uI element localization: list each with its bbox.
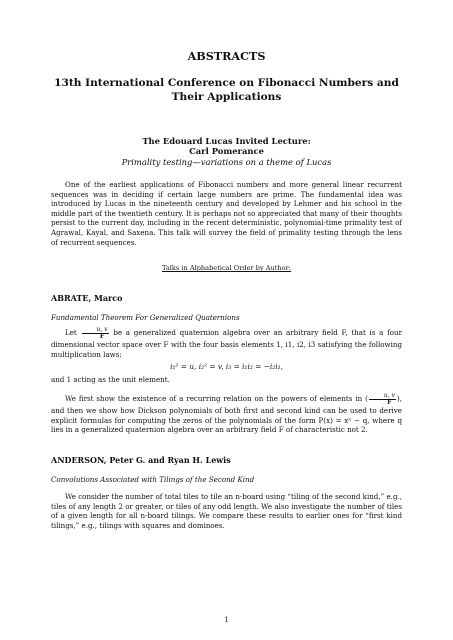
anderson-abstract: We consider the number of total tiles to tile an n-board using “tiling of the second kind,” e.g., tiles of any length 2 or greater, or tiles of any odd length. We also investigate the number of tiles of a given length for all n-board tilings. We compare these results to earlier ones for “first kind tilings,” e.g., tilings with squares and dominoes.	[51, 492, 402, 530]
anderson-author: ANDERSON, Peter G. and Ryan H. Lewis	[51, 455, 231, 465]
page-number: 1	[224, 616, 229, 624]
quaternion-fraction	[82, 327, 109, 340]
abrate-author: ABRATE, Marco	[51, 293, 123, 303]
abrate-title: Fundamental Theorem For Generalized Quaternions	[51, 313, 240, 322]
conference-title-line2: Their Applications	[171, 91, 282, 103]
fraction-numerator: u, v	[82, 327, 109, 334]
invited-talk-title: Primality testing—variations on a theme of Lucas	[121, 157, 332, 167]
invited-speaker: Carl Pomerance	[189, 146, 264, 156]
abrate-p1-pre: Let	[65, 328, 77, 337]
talks-heading-text: Talks in Alphabetical Order by Author:	[161, 264, 292, 272]
fraction-numerator: u, v	[369, 393, 396, 400]
invited-abstract: One of the earliest applications of Fibonacci numbers and more general linear recurrent sequences was in deciding if certain large numbers are prime. The fundamental idea was introduced by Lucas in the nineteenth century and developed by Lehmer and his school in the middle part of the twentieth century. It is perhaps not so appreciated that many of their thoughts persist to the current day, including in the recent deterministic, polynomial-time primality test of Agrawal, Kayal, and Saxena. This talk will survey the field of primality testing through the lens of recurrent sequences.	[51, 180, 402, 247]
abrate-p3-pre: We first show the existence of a recurring relation on the powers of elements in (	[65, 394, 368, 403]
quaternion-fraction-inline	[369, 393, 396, 406]
abrate-p3-post: ), and then we show how Dickson polynomials of both first and second kind can be used to derive explicit formulas for computing the zeros of the polynomials of the form P(x) = xⁿ − q, where q lies in a generalized quaternion algebra over an arbitrary field F of characteristic not 2.	[51, 394, 402, 435]
abrate-paragraph-3	[51, 393, 402, 435]
abrate-equation: i₁² = u, i₂² = v, i₃ = i₁i₂ = −i₂i₁,	[170, 362, 283, 371]
abrate-paragraph-2: and 1 acting as the unit element.	[51, 375, 170, 384]
invited-lecture-heading: The Edouard Lucas Invited Lecture:	[142, 136, 311, 146]
talks-heading	[0, 264, 453, 272]
fraction-denominator: F	[99, 333, 105, 340]
abrate-paragraph-1	[51, 327, 402, 359]
fraction-denominator: F	[387, 399, 392, 406]
conference-title-line1: 13th International Conference on Fibonacci Numbers and	[54, 77, 399, 89]
anderson-title: Convolutions Associated with Tilings of the Second Kind	[51, 475, 255, 484]
page-title: ABSTRACTS	[187, 49, 266, 63]
abrate-p1-post: be a generalized quaternion algebra over an arbitrary field F, that is a four dimensional vector space over F with the four basis elements 1, i1, i2, i3 satisfying the following multiplication laws:	[51, 328, 402, 359]
